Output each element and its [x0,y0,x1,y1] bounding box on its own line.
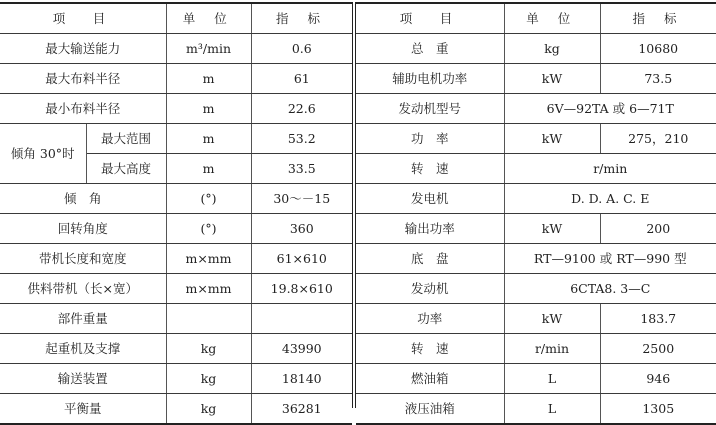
row-item: 最大布料半径 [0,64,166,94]
row-value: 73.5 [600,64,716,94]
table-row [356,304,716,334]
header-value: 指 标 [600,3,716,34]
row-item: 底 盘 [356,244,504,274]
row-value: 2500 [600,334,716,364]
row-item: 发动机型号 [356,94,504,124]
table-row [0,244,352,274]
table-row [0,334,352,364]
row-value: 200 [600,214,716,244]
row-value: 22.6 [251,94,352,124]
row-unit: kW [504,304,600,334]
row-item: 功 率 [356,124,504,154]
table-row [356,364,716,394]
row-merged-value: RT—9100 或 RT—990 型 [504,244,716,274]
table-row [0,274,352,304]
header-row [0,3,352,34]
row-merged-value: r/min [504,154,716,184]
row-item: 转 速 [356,154,504,184]
row-item: 总 重 [356,34,504,64]
row-unit: kg [166,334,251,364]
row-value: 43990 [251,334,352,364]
table-row [356,274,716,304]
row-unit [166,304,251,334]
row-unit: (°) [166,214,251,244]
row-item: 燃油箱 [356,364,504,394]
row-value: 0.6 [251,34,352,64]
row-unit: kg [166,364,251,394]
row-unit: kW [504,124,600,154]
table-row [0,94,352,124]
table-row [356,184,716,214]
row-item: 功率 [356,304,504,334]
row-item: 发动机 [356,274,504,304]
row-item: 最大范围 [86,124,166,154]
table-row [356,244,716,274]
table-row [0,34,352,64]
row-value: 360 [251,214,352,244]
row-merged-value: 6CTA8. 3—C [504,274,716,304]
row-item: 最小布料半径 [0,94,166,124]
table-row [356,124,716,154]
row-unit: (°) [166,184,251,214]
row-unit: r/min [504,334,600,364]
row-value: 61 [251,64,352,94]
header-item: 项 目 [0,3,166,34]
row-unit: m [166,154,251,184]
row-merged-value: 6V—92TA 或 6—71T [504,94,716,124]
spec-table-right [356,2,716,425]
tilt-group-label: 倾角 30°时 [0,124,86,184]
table-row [0,124,352,154]
row-item: 平衡量 [0,394,166,425]
header-row [356,3,716,34]
spec-table-left [0,2,352,425]
row-unit: kW [504,214,600,244]
row-unit: m [166,94,251,124]
row-unit: kg [504,34,600,64]
table-row [0,64,352,94]
table-row [356,64,716,94]
row-value: 946 [600,364,716,394]
row-item: 转 速 [356,334,504,364]
row-item: 最大高度 [86,154,166,184]
header-value: 指 标 [251,3,352,34]
row-item: 起重机及支撑 [0,334,166,364]
row-unit: L [504,364,600,394]
row-value: 18140 [251,364,352,394]
header-item: 项 目 [356,3,504,34]
table-row [0,304,352,334]
row-unit: kg [166,394,251,425]
header-unit: 单 位 [504,3,600,34]
header-unit: 单 位 [166,3,251,34]
row-value: 61×610 [251,244,352,274]
table-row [356,34,716,64]
row-item: 输出功率 [356,214,504,244]
row-item: 最大输送能力 [0,34,166,64]
row-value: 36281 [251,394,352,425]
row-value: 30～－15 [251,184,352,214]
row-unit: m [166,64,251,94]
row-item: 回转角度 [0,214,166,244]
row-value [251,304,352,334]
row-unit: kW [504,64,600,94]
table-row [356,154,716,184]
row-unit: L [504,394,600,425]
row-item: 倾 角 [0,184,166,214]
row-unit: m×mm [166,244,251,274]
row-value: 1305 [600,394,716,425]
row-item: 辅助电机功率 [356,64,504,94]
row-value: 275，210 [600,124,716,154]
row-value: 53.2 [251,124,352,154]
row-value: 10680 [600,34,716,64]
table-row [0,364,352,394]
row-item: 输送装置 [0,364,166,394]
row-unit: m [166,124,251,154]
table-row [356,214,716,244]
row-value: 19.8×610 [251,274,352,304]
table-row [0,184,352,214]
table-row [356,94,716,124]
row-item: 部件重量 [0,304,166,334]
row-item: 发电机 [356,184,504,214]
row-value: 33.5 [251,154,352,184]
row-merged-value: D. D. A. C. E [504,184,716,214]
row-item: 供料带机（长×宽） [0,274,166,304]
table-row [356,334,716,364]
row-unit: m×mm [166,274,251,304]
row-unit: m³/min [166,34,251,64]
row-value: 183.7 [600,304,716,334]
row-item: 液压油箱 [356,394,504,425]
table-row [0,214,352,244]
row-item: 带机长度和宽度 [0,244,166,274]
